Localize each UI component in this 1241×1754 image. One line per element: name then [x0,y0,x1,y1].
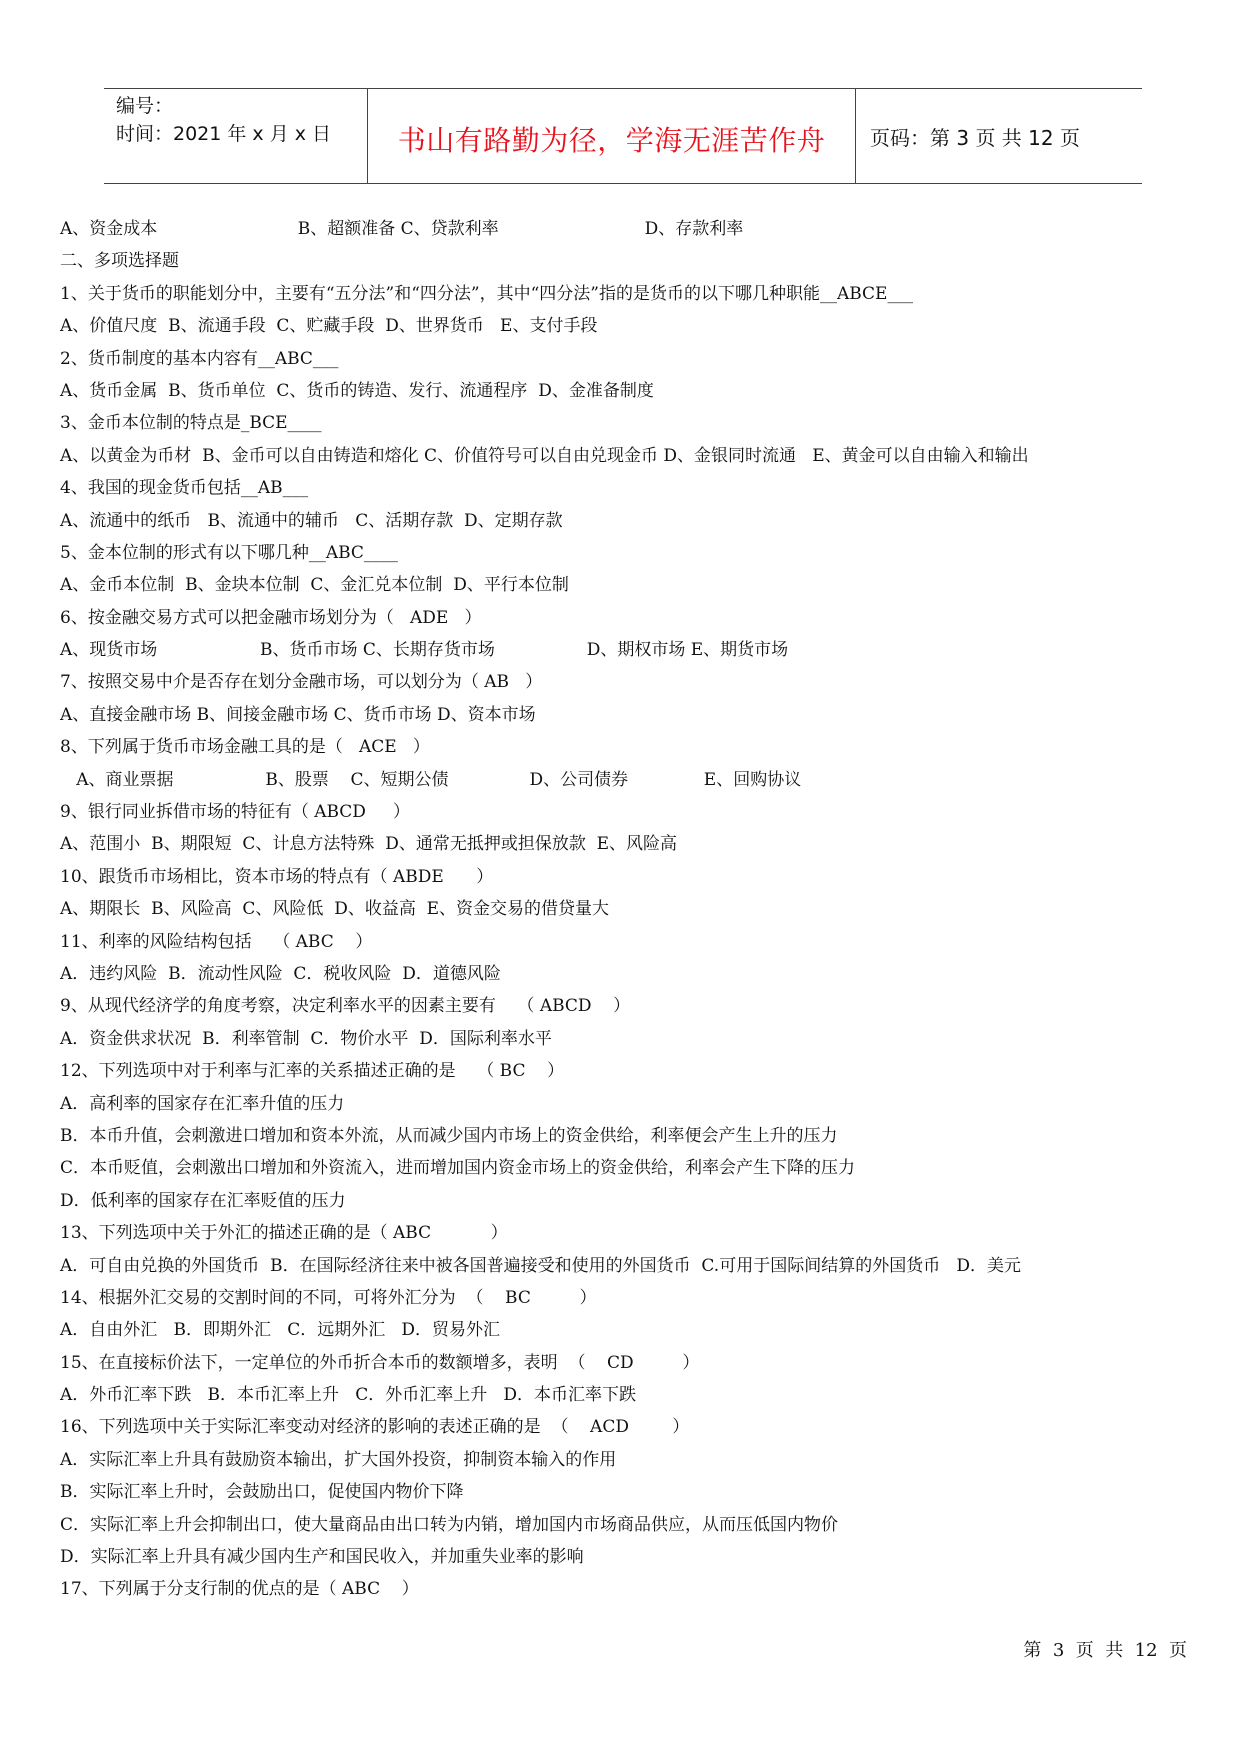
option-line: A．实际汇率上升具有鼓励资本输出，扩大国外投资，抑制资本输入的作用 [60,1449,617,1470]
option-line: D．实际汇率上升具有减少国内生产和国民收入，并加重失业率的影响 [60,1547,584,1568]
options-line: A．违约风险 B．流动性风险 C．税收风险 D．道德风险 [60,963,501,984]
question-line: 15、在直接标价法下，一定单位的外币折合本币的数额增多，表明 （ CD ） [60,1352,700,1373]
question-line: 4、我国的现金货币包括__AB___ [60,478,309,499]
header-motto-cell [367,89,856,183]
option-line: C．实际汇率上升会抑制出口，使大量商品由出口转为内销，增加国内市场商品供应，从而压低国内物价 [60,1514,839,1535]
options-line: A．资金供求状况 B．利率管制 C．物价水平 D．国际利率水平 [60,1028,552,1049]
question-line: 11、利率的风险结构包括 （ ABC ） [60,931,373,952]
option-line: D．低利率的国家存在汇率贬值的压力 [60,1190,346,1211]
options-line: A、货币金属 B、货币单位 C、货币的铸造、发行、流通程序 D、金准备制度 [60,380,654,401]
option-line: B．实际汇率上升时，会鼓励出口，促使国内物价下降 [60,1482,464,1503]
page-header [104,88,1142,184]
options-line: A．自由外汇 B．即期外汇 C．远期外汇 D．贸易外汇 [60,1320,501,1341]
section-heading: 二、多项选择题 [60,251,179,272]
header-motto: 书山有路勤为径，学海无涯苦作舟 [397,124,826,157]
question-line: 9、从现代经济学的角度考察，决定利率水平的因素主要有 （ ABCD ） [60,996,631,1017]
question-line: 17、下列属于分支行制的优点的是（ ABC ） [60,1579,419,1600]
question-line: 6、按金融交易方式可以把金融市场划分为（ ADE ） [60,607,482,628]
options-line: A、现货市场 B、货币市场 C、长期存货市场 D、期权市场 E、期货市场 [60,640,789,661]
option-line: C．本币贬值，会刺激出口增加和外资流入，进而增加国内资金市场上的资金供给，利率会产生下降的压力 [60,1158,856,1179]
document-body [60,213,1140,1606]
options-line: A、金币本位制 B、金块本位制 C、金汇兑本位制 D、平行本位制 [60,575,569,596]
document-number-label: 编号： [116,95,174,117]
options-line: A、商业票据 B、股票 C、短期公债 D、公司债券 E、回购协议 [60,769,802,790]
question-line: 5、金本位制的形式有以下哪几种__ABC____ [60,542,398,563]
option-line: B．本币升值，会刺激进口增加和资本外流，从而减少国内市场上的资金供给，利率便会产生上升的压力 [60,1125,838,1146]
options-line: A、范围小 B、期限短 C、计息方法特殊 D、通常无抵押或担保放款 E、风险高 [60,834,678,855]
option-line: A．高利率的国家存在汇率升值的压力 [60,1093,345,1114]
question-line: 7、按照交易中介是否存在划分金融市场，可以划分为（ AB ） [60,672,543,693]
document-time-label: 时间：2021 年 x 月 x 日 [116,123,332,145]
question-line: 9、银行同业拆借市场的特征有（ ABCD ） [60,802,410,823]
page-footer: 第 3 页 共 12 页 [1023,1640,1187,1661]
question-line: 12、下列选项中对于利率与汇率的关系描述正确的是 （ BC ） [60,1061,565,1082]
options-line: A、期限长 B、风险高 C、风险低 D、收益高 E、资金交易的借贷量大 [60,899,610,920]
options-line: A．可自由兑换的外国货币 B．在国际经济往来中被各国普遍接受和使用的外国货币 C.可用于国际间结算的外国货币 D．美元 [60,1255,1022,1276]
header-pagecode-cell [856,89,1142,183]
question-line: 14、根据外汇交易的交割时间的不同，可将外汇分为 （ BC ） [60,1287,597,1308]
options-line: A、以黄金为币材 B、金币可以自由铸造和熔化 C、价值符号可以自由兑现金币 D、金银同时流通 E、黄金可以自由输入和输出 [60,445,1029,466]
question-line: 3、金币本位制的特点是_BCE____ [60,413,322,434]
question-line: 10、跟货币市场相比，资本市场的特点有（ ABDE ） [60,866,494,887]
question-line: 8、下列属于货币市场金融工具的是（ ACE ） [60,737,430,758]
options-line: A、直接金融市场 B、间接金融市场 C、货币市场 D、资本市场 [60,704,536,725]
header-page-code: 页码：第 3 页 共 12 页 [870,126,1080,150]
question-line: 13、下列选项中关于外汇的描述正确的是（ ABC ） [60,1223,508,1244]
options-line: A、流通中的纸币 B、流通中的辅币 C、活期存款 D、定期存款 [60,510,563,531]
options-line: A．外币汇率下跌 B．本币汇率上升 C．外币汇率上升 D．本币汇率下跌 [60,1385,637,1406]
text-line: A、资金成本 B、超额准备 C、贷款利率 D、存款利率 [60,219,744,239]
options-line: A、价值尺度 B、流通手段 C、贮藏手段 D、世界货币 E、支付手段 [60,316,598,337]
question-line: 1、关于货币的职能划分中，主要有“五分法”和“四分法”，其中“四分法”指的是货币的以下哪几种职能__ABCE___ [60,283,913,304]
question-line: 2、货币制度的基本内容有__ABC___ [60,348,339,369]
header-info-cell [104,89,366,183]
question-line: 16、下列选项中关于实际汇率变动对经济的影响的表述正确的是 （ ACD ） [60,1417,690,1438]
